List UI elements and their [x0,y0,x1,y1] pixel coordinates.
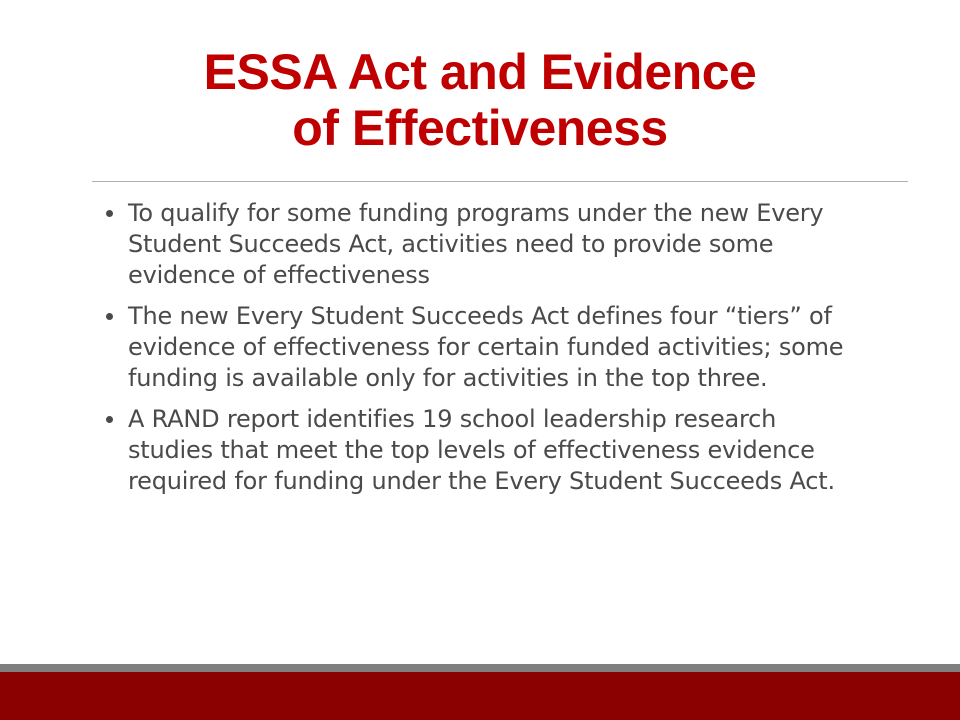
slide-title [60,44,900,156]
slide-title-line-2: of Effectiveness [292,100,668,156]
bullet-item [106,198,866,291]
bullet-item [106,404,866,497]
footer-gray-stripe [0,664,960,672]
slide-title-line-1: ESSA Act and Evidence [203,44,757,100]
bullet-dot-icon [106,210,113,217]
bullet-text: A RAND report identifies 19 school leadership research studies that meet the top levels of effectiveness evidence required for funding under the Every Student Succeeds Act. [128,405,835,495]
title-divider [92,181,908,182]
bullet-text: The new Every Student Succeeds Act defines four “tiers” of evidence of effectiveness for certain funded activities; some funding is available only for activities in the top three. [128,302,844,392]
bullet-text: To qualify for some funding programs under the new Every Student Succeeds Act, activities need to provide some evidence of effectiveness [128,199,824,289]
bullet-list [106,198,866,507]
bullet-dot-icon [106,313,113,320]
bullet-item [106,301,866,394]
footer-red-band [0,672,960,720]
bullet-dot-icon [106,416,113,423]
